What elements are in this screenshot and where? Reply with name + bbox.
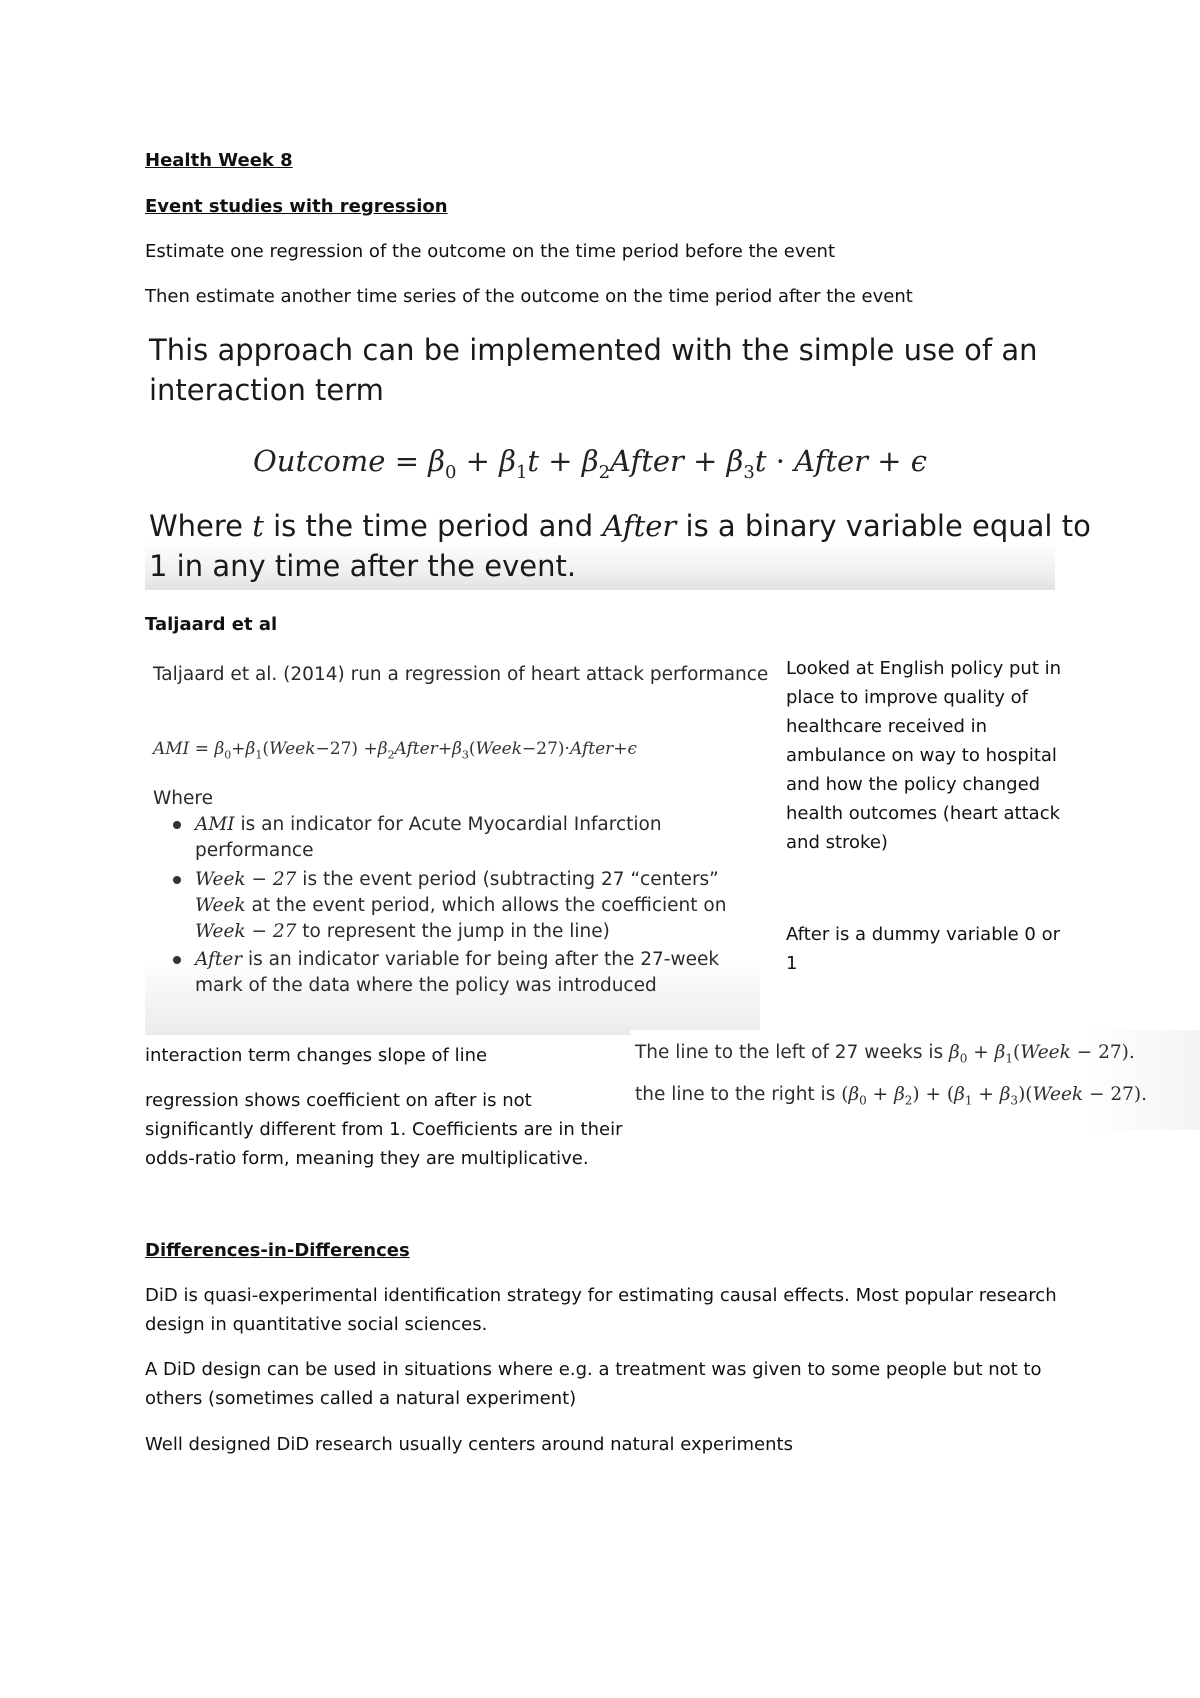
paragraph-before-event: Estimate one regression of the outcome on the time period before the event xyxy=(145,241,836,262)
did-paragraph-2: A DiD design can be used in situations where e.g. a treatment was given to some people but not to others (sometimes called a natural experiment) xyxy=(145,1359,1042,1409)
slide-intro-line2: interaction term xyxy=(149,373,384,407)
paragraph-after-event: Then estimate another time series of the outcome on the time period after the event xyxy=(145,286,913,307)
did-paragraph-1: DiD is quasi-experimental identification strategy for estimating causal effects. Most popular research design in quantitative social sciences. xyxy=(145,1285,1057,1335)
section-heading-did: Differences-in-Differences xyxy=(145,1240,410,1261)
regression-note: regression shows coefficient on after is not significantly different from 1. Coefficients are in their odds-ratio form, meaning they are multiplicative. xyxy=(145,1090,623,1169)
bullet-dot xyxy=(173,876,181,884)
slide-where-line2: 1 in any time after the event. xyxy=(149,549,577,583)
page-title: Health Week 8 xyxy=(145,150,293,171)
section-heading-event-studies: Event studies with regression xyxy=(145,196,448,217)
bullet-after: After is an indicator variable for being after the 27-week xyxy=(195,949,720,970)
taljaard-heading: Taljaard et al xyxy=(145,614,278,635)
bullet-week: Week − 27 is the event period (subtracting 27 “centers” xyxy=(195,869,719,890)
slide-line-equations xyxy=(630,1030,1200,1130)
slide-where-line1: Where t is the time period and After is a binary variable equal to xyxy=(149,509,1091,543)
slide-taljaard-regression xyxy=(145,650,769,1035)
where-label: Where xyxy=(153,788,213,809)
bullet-after-line2: mark of the data where the policy was introduced xyxy=(195,975,657,996)
interaction-note: interaction term changes slope of line xyxy=(145,1045,488,1066)
side-note-english-policy: Looked at English policy put in place to improve quality of healthcare received in ambulance on way to hospital and how the policy changed health outcomes (heart attack and stroke) xyxy=(786,658,1062,853)
slide-interaction-term xyxy=(145,318,1091,590)
bullet-ami-line2: performance xyxy=(195,840,314,861)
taljaard-intro: Taljaard et al. (2014) run a regression of heart attack performance xyxy=(153,664,769,685)
side-note-after-dummy: After is a dummy variable 0 or 1 xyxy=(786,924,1060,974)
bullet-ami: AMI is an indicator for Acute Myocardial Infarction xyxy=(195,814,662,835)
right-line-equation: the line to the right is $(\beta_0 + \beta_2) + (\beta_1$ + $\beta_3)(Week - 27)$. xyxy=(635,1084,1148,1108)
ami-equation: AMI = $\beta_0+\beta_1(Week-27)$ $+\beta_2After+\beta_3(Week-27)\cdot After+\epsilon$ xyxy=(153,739,638,762)
bullet-dot xyxy=(173,956,181,964)
bullet-week-line2: Week at the event period, which allows the coefficient on xyxy=(195,895,727,916)
left-line-equation: The line to the left of 27 weeks is $\beta_0$ + $\beta_1(Week - 27)$. xyxy=(635,1042,1135,1066)
bullet-dot xyxy=(173,821,181,829)
did-paragraph-3: Well designed DiD research usually centers around natural experiments xyxy=(145,1434,793,1455)
outcome-equation: Outcome = $\beta_0 + \beta_1t$ + $\beta_2After + \beta_3t$ · After + ϵ xyxy=(253,444,928,483)
bullet-week-line3: Week − 27 to represent the jump in the line) xyxy=(195,921,610,942)
slide-intro-line1: This approach can be implemented with the simple use of an xyxy=(149,333,1038,367)
